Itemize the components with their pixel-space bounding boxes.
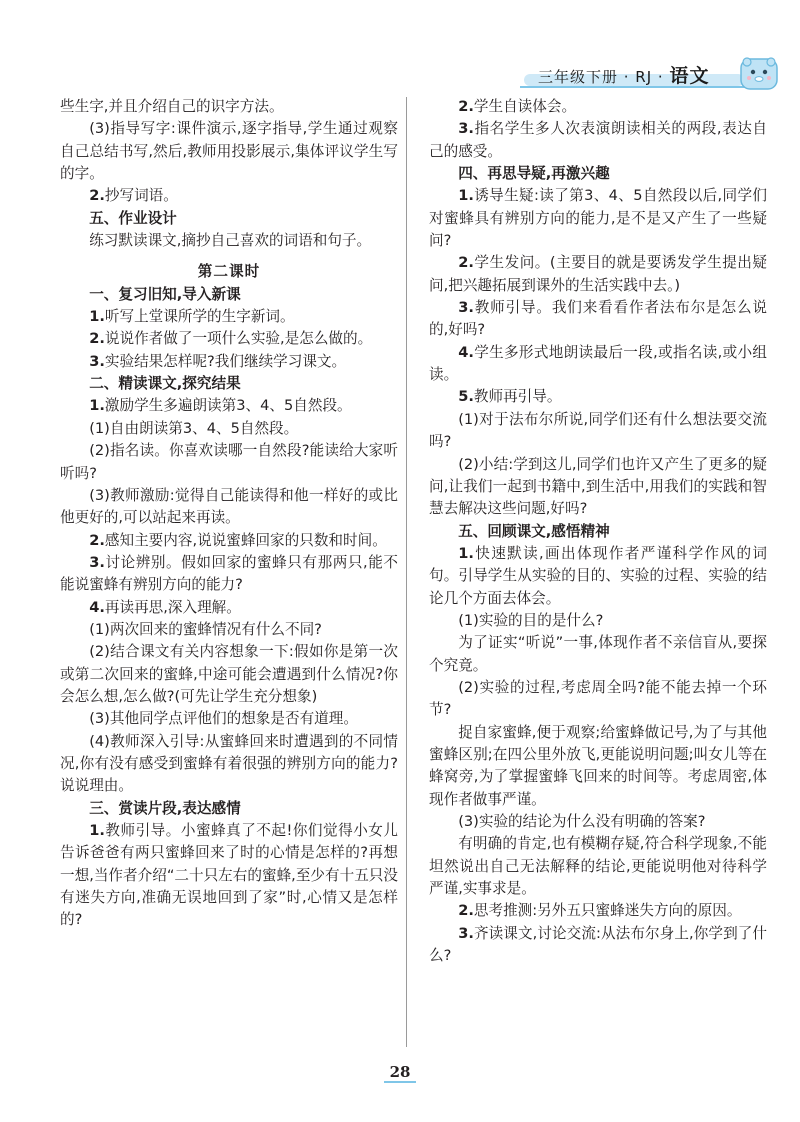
- section-heading: [60, 208, 398, 230]
- paragraph-text: 有明确的肯定,也有模糊存疑,符合科学现象,不能坦然说出自己无法解释的结论,更能说明他对待科学严谨,实事求是。: [429, 835, 767, 898]
- paragraph: [429, 409, 767, 454]
- paragraph-text: 再读再思,深入理解。: [104, 598, 241, 616]
- section-heading: [429, 521, 767, 543]
- paragraph-text: 齐读课文,讨论交流:从法布尔身上,你学到了什么?: [429, 924, 767, 965]
- paragraph-text: 学生发问。(主要目的就是要诱发学生提出疑问,把兴趣拓展到课外的生活实践中去。): [429, 254, 767, 294]
- paragraph: [60, 820, 398, 932]
- paragraph-text: 第二课时: [197, 263, 261, 281]
- paragraph: [429, 543, 767, 610]
- paragraph-text: 思考推测:另外五只蜜蜂迷失方向的原因。: [473, 902, 742, 920]
- paragraph: [60, 306, 398, 328]
- paragraph: [429, 833, 767, 900]
- item-number: 1.: [458, 544, 474, 562]
- paragraph: [429, 811, 767, 833]
- item-number: 3.: [458, 299, 474, 317]
- paragraph-text: 实验结果怎样呢?我们继续学习课文。: [104, 352, 347, 370]
- paragraph: [60, 530, 398, 552]
- page-number: 28: [384, 1063, 417, 1083]
- item-number: 3.: [89, 553, 105, 571]
- paragraph: [60, 641, 398, 708]
- paragraph: [429, 454, 767, 521]
- paragraph-text: (1)两次回来的蜜蜂情况有什么不同?: [89, 620, 322, 638]
- paragraph-text: (3)教师激励:觉得自己能读得和他一样好的或比他更好的,可以站起来再读。: [60, 486, 398, 527]
- paragraph: [429, 118, 767, 163]
- paragraph: [60, 731, 398, 798]
- paragraph: [429, 610, 767, 632]
- header-title: [538, 61, 709, 88]
- paragraph: [60, 118, 398, 185]
- item-number: 1.: [458, 187, 474, 205]
- paragraph-text: (2)小结:学到这儿,同学们也许又产生了更多的疑问,让我们一起到书籍中,到生活中,用我们的实践和智慧去解决这些问题,好吗?: [429, 455, 767, 518]
- lesson-period-title: [60, 261, 398, 283]
- paragraph-text: (2)结合课文有关内容想象一下:假如你是第一次或第二次回来的蜜蜂,中途可能会遭遇到什么情况?你会怎么想,怎么做?(可先让学生充分想象): [60, 643, 398, 705]
- item-number: 2.: [89, 330, 105, 348]
- item-number: 2.: [89, 531, 105, 549]
- paragraph: [429, 185, 767, 252]
- paragraph-text: (1)实验的目的是什么?: [458, 611, 604, 629]
- paragraph: [60, 418, 398, 440]
- paragraph-text: 五、回顾课文,感悟精神: [458, 522, 610, 540]
- paragraph-text: 二、精读课文,探究结果: [89, 375, 241, 393]
- paragraph-text: 抄写词语。: [104, 187, 178, 205]
- paragraph-text: 四、再思导疑,再激兴趣: [458, 165, 610, 183]
- right-column: [429, 96, 767, 967]
- paragraph: [60, 597, 398, 619]
- item-number: 2.: [458, 98, 474, 115]
- paragraph-text: (1)对于法布尔所说,同学们还有什么想法要交流吗?: [429, 410, 767, 451]
- item-number: 3.: [458, 924, 474, 942]
- item-number: 4.: [89, 598, 105, 616]
- paragraph: [429, 632, 767, 677]
- paragraph-text: (3)其他同学点评他们的想象是否有道理。: [89, 710, 358, 728]
- section-heading: [60, 798, 398, 820]
- paragraph-text: 教师引导。小蜜蜂真了不起!你们觉得小女儿告诉爸爸有两只蜜蜂回来了时的心情是怎样的?再想一想,当作者介绍“二十只左右的蜜蜂,至少有十五只没有迷失方向,准确无误地回到了家”时,心情又是怎样的?: [60, 822, 398, 929]
- paragraph-text: (4)教师深入引导:从蜜蜂回来时遭遇到的不同情况,你有没有感受到蜜蜂有着很强的辨别方向的能力?说说理由。: [60, 732, 398, 795]
- item-number: 1.: [89, 397, 105, 415]
- paragraph: [60, 351, 398, 373]
- paragraph: [429, 297, 767, 342]
- paragraph-text: 听写上堂课所学的生字新词。: [104, 308, 295, 326]
- paragraph: [429, 342, 767, 387]
- paragraph-text: (2)实验的过程,考虑周全吗?能不能去掉一个环节?: [429, 678, 767, 719]
- paragraph: [429, 386, 767, 408]
- paragraph-text: 一、复习旧知,导入新课: [89, 285, 241, 303]
- item-number: 1.: [89, 822, 105, 839]
- paragraph: [429, 900, 767, 922]
- paragraph: [60, 552, 398, 597]
- paragraph: [429, 923, 767, 968]
- paragraph: [60, 619, 398, 641]
- paragraph-text: 为了证实“听说”一事,体现作者不亲信盲从,要探个究竟。: [429, 634, 767, 674]
- paragraph: [429, 722, 767, 811]
- header-grade: 三年级下册 · RJ ·: [538, 68, 670, 86]
- page-footer: [0, 1062, 800, 1083]
- item-number: 5.: [458, 388, 474, 406]
- paragraph-text: 教师引导。我们来看看作者法布尔是怎么说的,好吗?: [429, 299, 767, 339]
- paragraph: [60, 96, 398, 118]
- paragraph: [60, 185, 398, 207]
- paragraph: [60, 440, 398, 485]
- paragraph-text: 激励学生多遍朗读第3、4、5自然段。: [104, 397, 352, 415]
- item-number: 1.: [89, 308, 105, 326]
- spacer: [60, 252, 398, 261]
- section-heading: [429, 163, 767, 185]
- paragraph-text: 学生多形式地朗读最后一段,或指名读,或小组读。: [429, 343, 767, 384]
- column-divider: [406, 97, 407, 1047]
- paragraph-text: 感知主要内容,说说蜜蜂回家的只数和时间。: [104, 531, 387, 549]
- paragraph-text: 说说作者做了一项什么实验,是怎么做的。: [104, 330, 373, 348]
- paragraph: [60, 230, 398, 252]
- paragraph: [429, 96, 767, 118]
- paragraph-text: (1)自由朗读第3、4、5自然段。: [89, 419, 299, 437]
- item-number: 3.: [89, 352, 105, 370]
- paragraph-text: 学生自读体会。: [473, 98, 577, 115]
- item-number: 2.: [458, 254, 474, 272]
- item-number: 3.: [458, 120, 474, 138]
- paragraph-text: 快速默读,画出体现作者严谨科学作风的词句。引导学生从实验的目的、实验的过程、实验的结论几个方面去体会。: [429, 544, 767, 607]
- running-header: [520, 52, 782, 96]
- item-number: 2.: [89, 187, 105, 205]
- paragraph: [60, 708, 398, 730]
- section-heading: [60, 373, 398, 395]
- paragraph: [429, 677, 767, 722]
- paragraph-text: 些生字,并且介绍自己的识字方法。: [60, 98, 284, 115]
- header-subject: 语文: [669, 65, 710, 87]
- paragraph-text: 诱导生疑:读了第3、4、5自然段以后,同学们对蜜蜂具有辨别方向的能力,是不是又产生了一些疑问?: [429, 187, 767, 250]
- cartoon-mascot-icon: [738, 56, 780, 92]
- paragraph: [429, 252, 767, 297]
- paragraph-text: 指名学生多人次表演朗读相关的两段,表达自己的感受。: [429, 120, 767, 160]
- paragraph-text: 讨论辨别。假如回家的蜜蜂只有那两只,能不能说蜜蜂有辨别方向的能力?: [60, 553, 398, 594]
- section-heading: [60, 284, 398, 306]
- left-column: [60, 96, 398, 932]
- paragraph-text: 捉自家蜜蜂,便于观察;给蜜蜂做记号,为了与其他蜜蜂区别;在四公里外放飞,更能说明问题;叫女儿等在蜂窝旁,为了掌握蜜蜂飞回来的时间等。考虑周密,体现作者做事严谨。: [429, 723, 767, 808]
- item-number: 2.: [458, 902, 474, 920]
- paragraph-text: 练习默读课文,摘抄自己喜欢的词语和句子。: [89, 232, 372, 250]
- paragraph-text: (3)指导写字:课件演示,逐字指导,学生通过观察自己总结书写,然后,教师用投影展示,集体评议学生写的字。: [60, 120, 398, 183]
- paragraph: [60, 485, 398, 530]
- paragraph: [60, 328, 398, 350]
- paragraph-text: 三、赏读片段,表达感情: [89, 799, 241, 817]
- item-number: 4.: [458, 343, 474, 361]
- paragraph-text: 教师再引导。: [473, 388, 562, 406]
- paragraph-text: (3)实验的结论为什么没有明确的答案?: [458, 813, 706, 830]
- paragraph: [60, 395, 398, 417]
- paragraph-text: (2)指名读。你喜欢读哪一自然段?能读给大家听听吗?: [60, 442, 398, 482]
- paragraph-text: 五、作业设计: [89, 209, 177, 227]
